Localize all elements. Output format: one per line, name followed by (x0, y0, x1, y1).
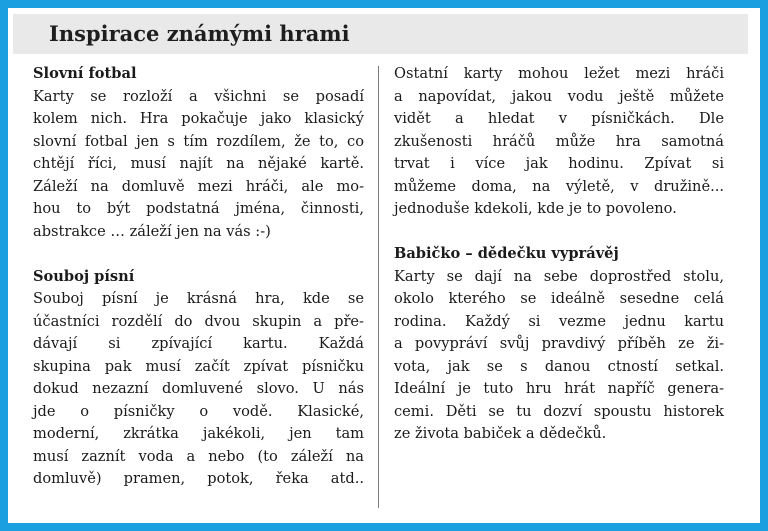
paragraph-line: Ideální je tuto hru hrát napříč genera- (394, 380, 724, 397)
paragraph-line: slovní fotbal jen s tím rozdílem, že to, co (33, 132, 364, 150)
paragraph-line: Souboj písní je krásná hra, kde se (33, 290, 364, 307)
right-column (394, 63, 724, 446)
paragraph-line: abstrakce … záleží jen na vás :-) (33, 222, 271, 240)
paragraph-line: vidět a hledat v písničkách. Dle (394, 110, 724, 127)
paragraph-line: Záleží na domluvě mezi hráči, ale mo- (33, 177, 364, 195)
paragraph-line: cemi. Děti se tu dozví spoustu historek (394, 402, 724, 420)
paragraph-line: zkušenosti hráčů může hra samotná (394, 132, 724, 150)
paragraph-line: jde o písničky o vodě. Klasické, (33, 402, 364, 420)
paragraph-line: jednoduše kdekoli, kde je to povoleno. (394, 200, 677, 217)
left-column (33, 63, 364, 491)
paragraph-line: chtějí říci, musí najít na nějaké kartě. (33, 155, 364, 172)
paragraph-line: trvat i více jak hodinu. Zpívat si (394, 155, 724, 172)
paragraph-line: moderní, zkrátka jakékoli, jen tam (33, 425, 364, 442)
header-bar (13, 14, 748, 54)
paragraph-line: vota, jak se s danou ctností setkal. (394, 357, 724, 375)
paragraph-line: ze života babiček a dědečků. (394, 425, 607, 442)
paragraph-line: Karty se rozloží a všichni se posadí (33, 87, 364, 105)
paragraph-line: dávají si zpívající kartu. Každá (33, 335, 364, 352)
paragraph-line: musí zaznít voda a nebo (to záleží na (33, 447, 364, 465)
paragraph-line: skupina pak musí začít zpívat písničku (33, 357, 364, 375)
paragraph-line: a napovídat, jakou vodu ještě můžete (394, 87, 724, 105)
paragraph-line: rodina. Každý si vezme jednu kartu (394, 312, 724, 330)
column-divider (378, 66, 379, 508)
paragraph-line: okolo kterého se ideálně sesedne celá (394, 290, 724, 307)
paragraph-line: dokud nezazní domluvené slovo. U nás (33, 380, 364, 397)
paragraph-line: účastníci rozdělí do dvou skupin a pře- (33, 312, 364, 330)
paragraph-line: hou to být podstatná jména, činnosti, (33, 200, 364, 217)
page-title: Inspirace známými hrami (49, 21, 350, 46)
paragraph-line: můžeme doma, na výletě, v družině... (394, 177, 724, 195)
section-heading-souboj-pisni: Souboj písní (33, 267, 135, 285)
section-gap (33, 243, 364, 266)
paragraph-line: Karty se dají na sebe doprostřed stolu, (394, 267, 724, 285)
section-heading-babicko: Babičko – dědečku vyprávěj (394, 245, 619, 262)
section-gap (394, 221, 724, 244)
paragraph-line: Ostatní karty mohou ležet mezi hráči (394, 65, 724, 82)
paragraph-line: kolem nich. Hra pokačuje jako klasický (33, 110, 364, 127)
section-heading-slovni-fotbal: Slovní fotbal (33, 65, 137, 82)
paragraph-line: a povypráví svůj pravdivý příběh ze ži- (394, 335, 724, 352)
paragraph-line: domluvě) pramen, potok, řeka atd.. (33, 470, 364, 487)
